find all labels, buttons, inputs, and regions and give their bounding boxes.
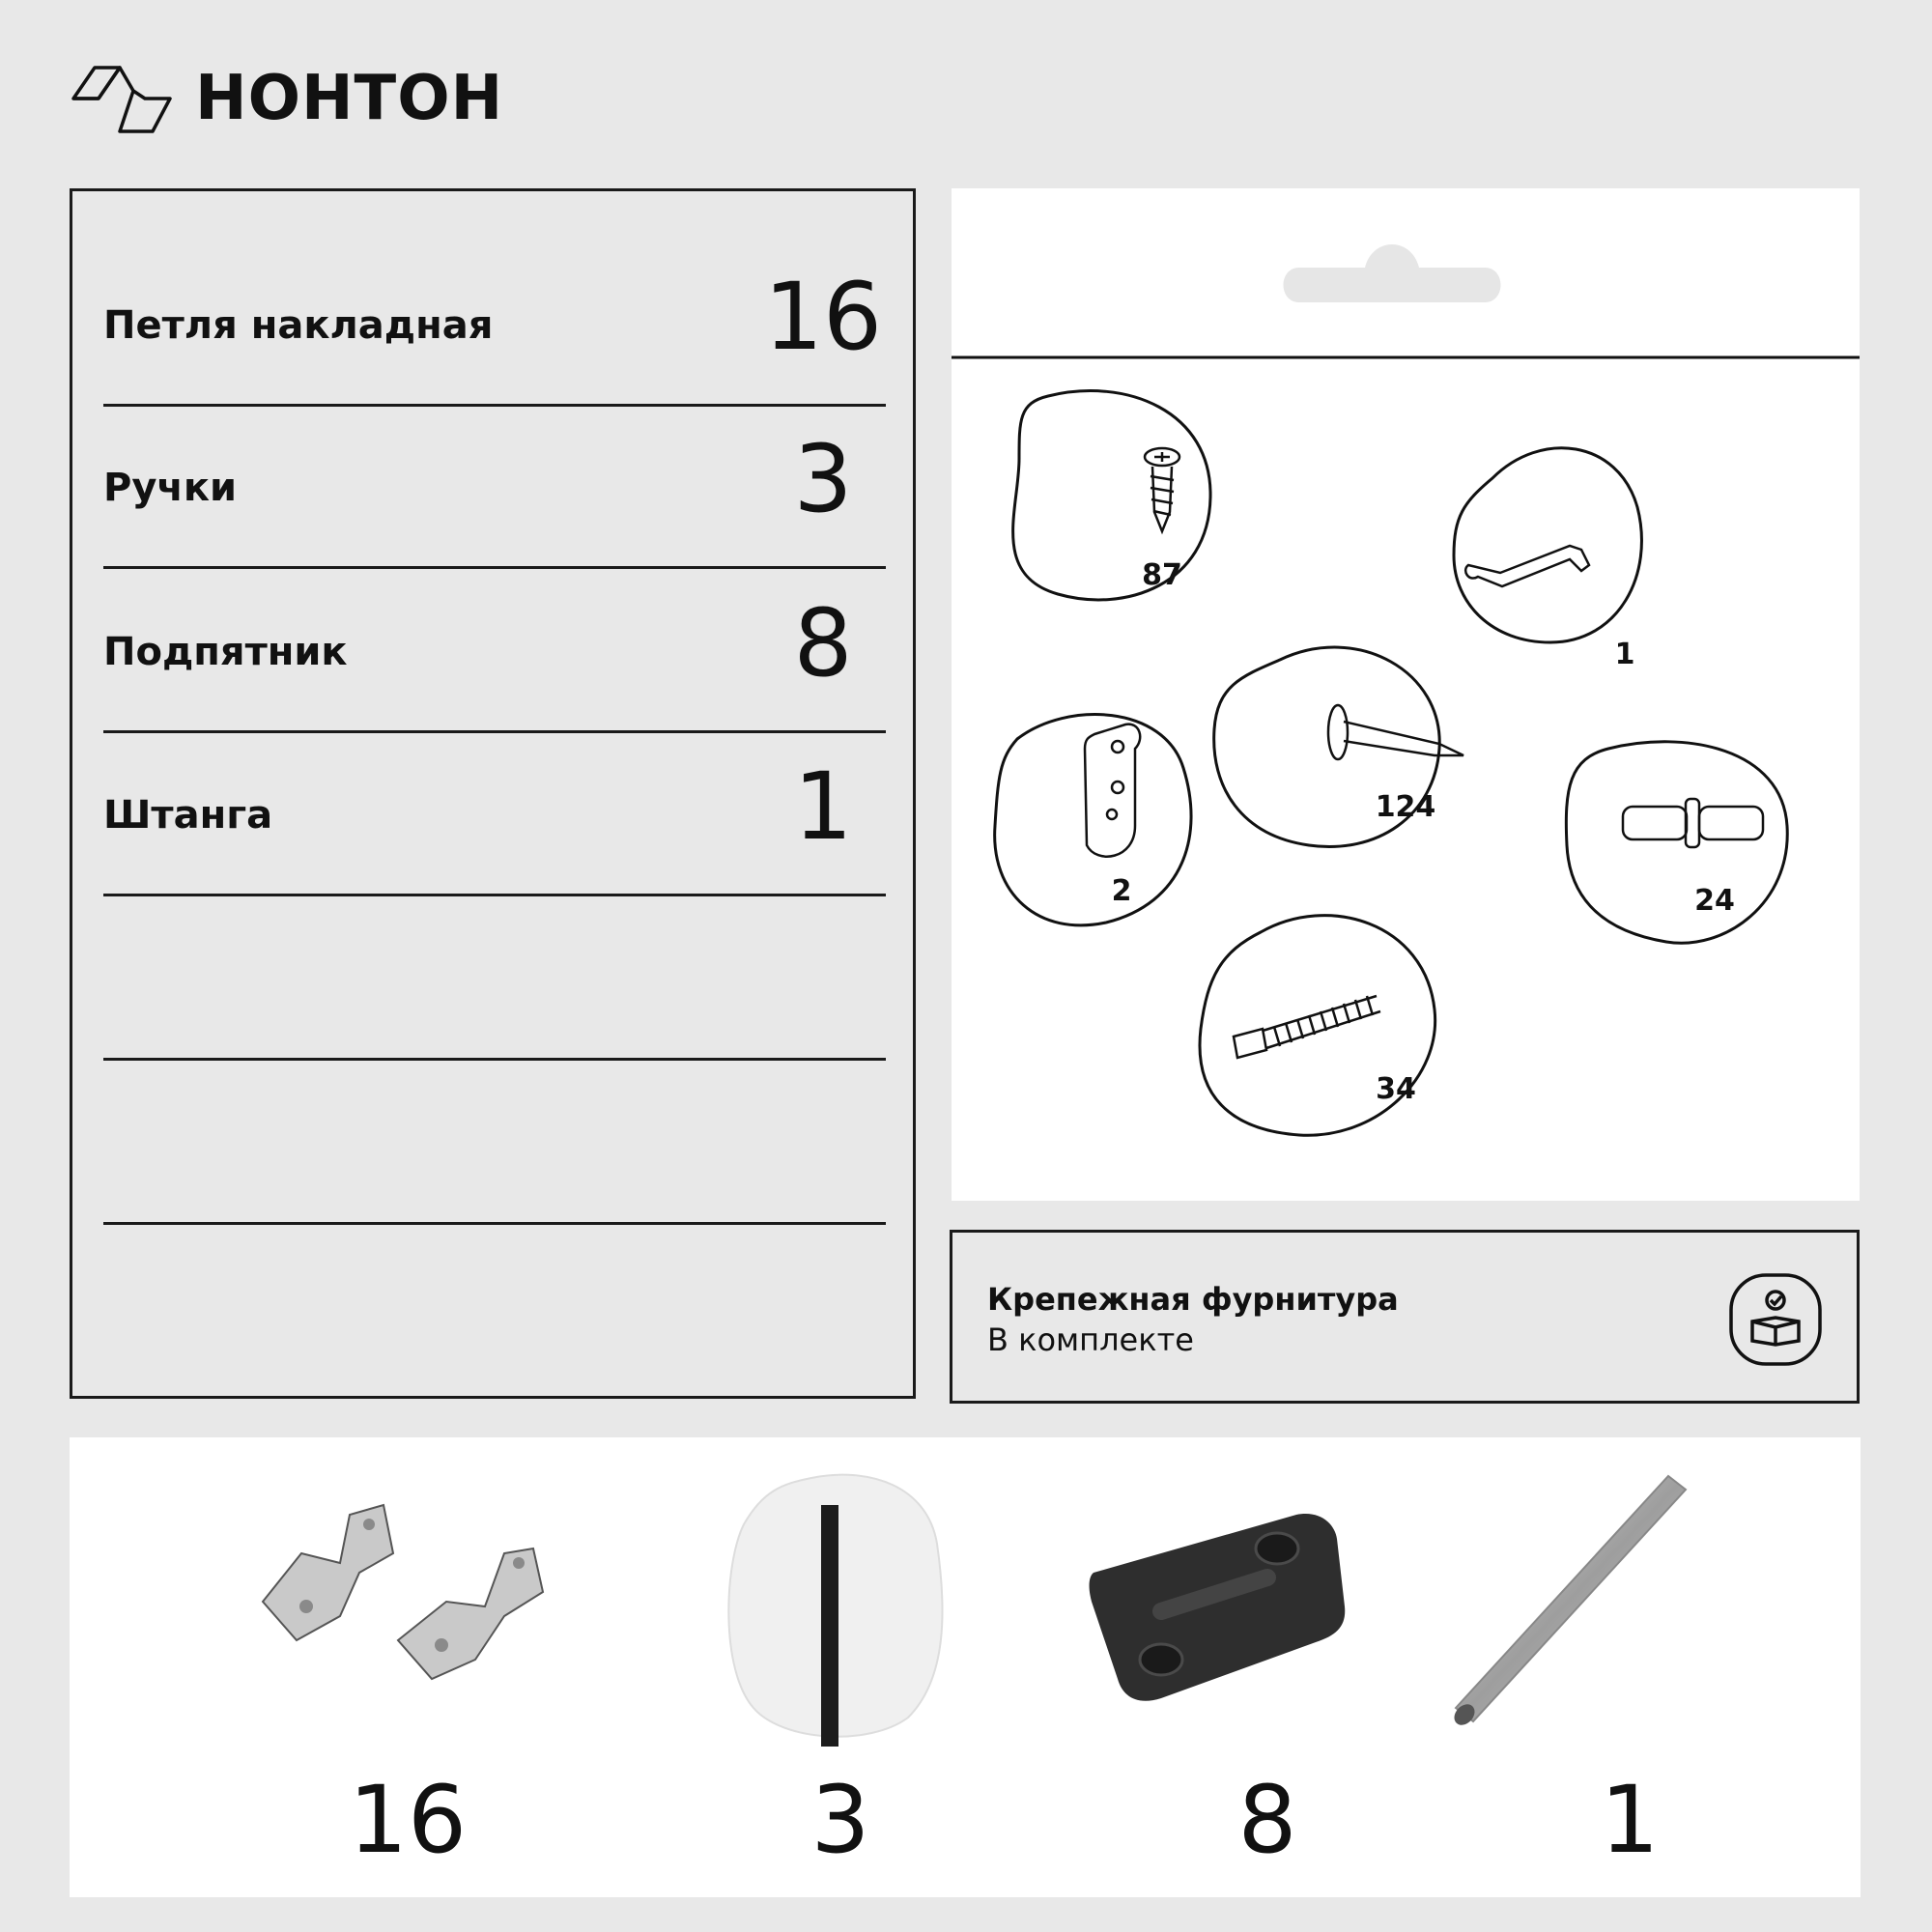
- part-label: Подпятник: [103, 630, 348, 674]
- bag-item-hex-key: [1454, 448, 1641, 671]
- bag-item-qty: 124: [1375, 790, 1436, 824]
- part-quantity: 3: [793, 425, 853, 533]
- bag-item-qty: 34: [1376, 1072, 1416, 1106]
- photo-quantity: 3: [810, 1766, 870, 1874]
- photo-quantity: 1: [1600, 1766, 1660, 1874]
- part-quantity: 1: [793, 753, 853, 861]
- photo-quantity: 8: [1237, 1766, 1297, 1874]
- part-label: Ручки: [103, 466, 238, 510]
- bag-item-qty: 1: [1614, 638, 1635, 671]
- hardware-bag-panel: [952, 188, 1860, 1201]
- bag-item-rod-holder: [995, 715, 1191, 925]
- bag-item-nail: [1214, 647, 1463, 846]
- brand-logo-icon: [70, 62, 176, 135]
- brand-name: НОНТОН: [195, 63, 504, 134]
- part-row-empty: [103, 1063, 886, 1225]
- photo-tile-handle: [628, 1437, 1053, 1897]
- part-row-handles: [103, 407, 886, 569]
- part-quantity: 8: [793, 589, 853, 697]
- part-row-foot-pad: [103, 571, 886, 733]
- part-label: Петля накладная: [103, 303, 494, 348]
- rail-rod-photo: [1417, 1457, 1842, 1747]
- part-row-hinge: [103, 244, 886, 407]
- rod-holder-icon: [1085, 724, 1140, 857]
- part-row-empty: [103, 898, 886, 1061]
- hardware-info-box: [950, 1230, 1860, 1404]
- part-label: Штанга: [103, 793, 273, 838]
- info-title: Крепежная фурнитура: [987, 1281, 1399, 1318]
- bag-item-confirmat: [1200, 916, 1435, 1136]
- handle-photo: [628, 1457, 1053, 1747]
- info-subtitle: В комплекте: [987, 1321, 1194, 1358]
- screw-icon: [1145, 448, 1179, 531]
- bag-hanger-slot: [1284, 244, 1501, 302]
- photo-tile-rail-rod: [1417, 1437, 1842, 1897]
- confirmat-screw-icon: [1234, 996, 1380, 1058]
- photo-tile-hinge: [195, 1437, 620, 1897]
- bag-item-qty: 2: [1111, 874, 1132, 908]
- brand-logo: [70, 60, 591, 137]
- dowel-icon: [1623, 799, 1763, 847]
- glide-pad-photo: [1055, 1457, 1480, 1747]
- bag-item-qty: 24: [1694, 884, 1735, 918]
- bag-item-qty: 87: [1142, 558, 1182, 592]
- box-check-icon: [1727, 1271, 1824, 1368]
- bag-item-dowel: [1566, 742, 1787, 943]
- hinge-photo: [195, 1457, 620, 1747]
- part-quantity: 16: [763, 263, 883, 371]
- photo-quantity: 16: [348, 1766, 468, 1874]
- part-row-rod: [103, 734, 886, 896]
- parts-list-panel: [70, 188, 916, 1399]
- photo-tile-glide-pad: [1055, 1437, 1480, 1897]
- product-photo-strip: [70, 1437, 1861, 1897]
- bag-item-screw: [1013, 391, 1210, 600]
- hex-key-icon: [1465, 546, 1589, 586]
- nail-icon: [1328, 705, 1463, 759]
